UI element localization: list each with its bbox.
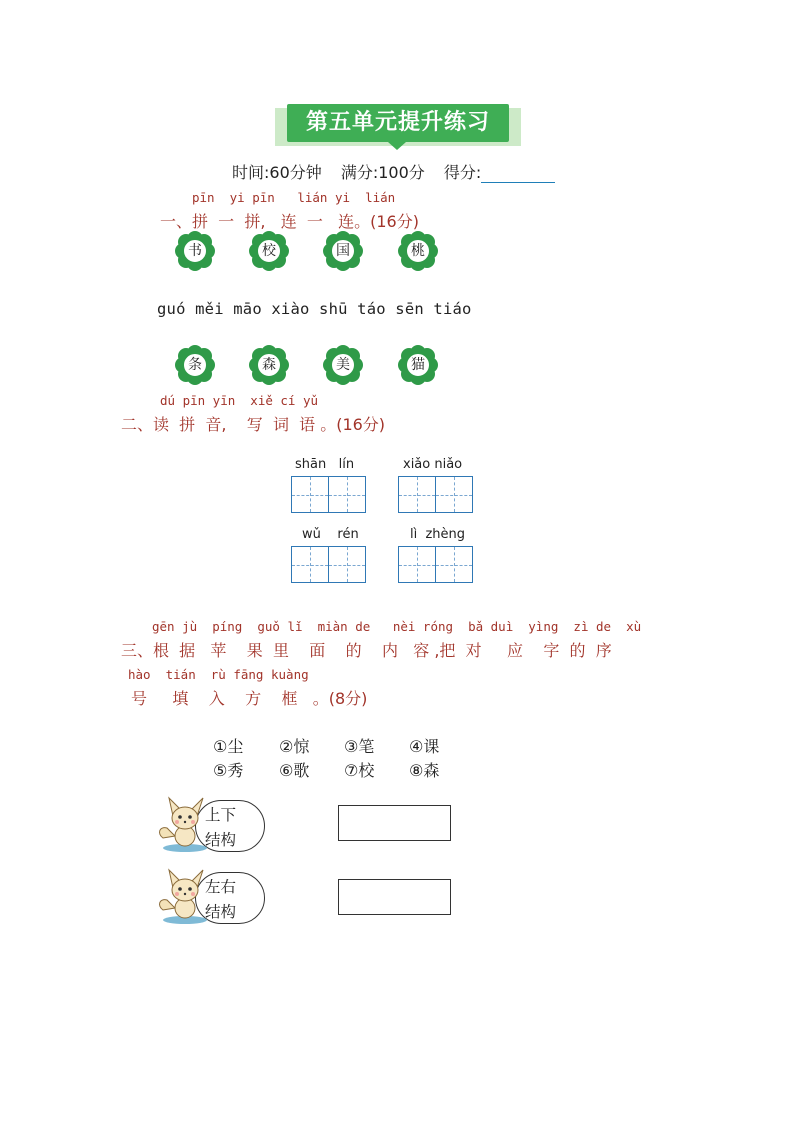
writing-cell[interactable] bbox=[291, 476, 329, 513]
banner-tip bbox=[388, 142, 406, 150]
option-item: ①尘 bbox=[213, 737, 244, 756]
option-item: ⑤秀 bbox=[213, 761, 244, 780]
flower-char: 桃 bbox=[406, 239, 430, 263]
q3-pinyin-line1: gēn jù píng guǒ lǐ miàn de nèi róng bǎ duì yìng zì de xù bbox=[152, 619, 642, 634]
answer-box-top-bottom[interactable] bbox=[338, 805, 451, 841]
word-box-label: wǔ rén bbox=[302, 527, 359, 542]
word-box-label: shān lín bbox=[295, 457, 355, 472]
answer-box-left-right[interactable] bbox=[338, 879, 451, 915]
option-item: ⑧森 bbox=[409, 761, 440, 780]
flower-char: 猫 bbox=[406, 353, 430, 377]
page-title: 第五单元提升练习 bbox=[305, 110, 490, 135]
full-score: 满分:100分 bbox=[340, 163, 425, 182]
writing-cell[interactable] bbox=[435, 476, 473, 513]
structure-label-line2: 结构 bbox=[205, 903, 237, 921]
q3-pinyin-line2: hào tián rù fāng kuàng bbox=[128, 667, 309, 682]
writing-cell[interactable] bbox=[398, 476, 436, 513]
flower-char: 森 bbox=[257, 353, 281, 377]
option-item: ②惊 bbox=[279, 737, 310, 756]
flower-char-badge[interactable] bbox=[398, 345, 438, 385]
q1-pinyin: pīn yi pīn lián yi lián bbox=[192, 190, 396, 205]
q1-heading: 一、拼 一 拼, 连 一 连。(16分) bbox=[160, 212, 419, 231]
word-box-label: lì zhèng bbox=[410, 527, 466, 542]
writing-cell[interactable] bbox=[398, 546, 436, 583]
q2-pinyin: dú pīn yīn xiě cí yǔ bbox=[160, 393, 319, 408]
writing-cell[interactable] bbox=[328, 476, 366, 513]
flower-char: 书 bbox=[183, 239, 207, 263]
q2-heading: 二、读 拼 音, 写 词 语 。(16分) bbox=[121, 415, 386, 434]
writing-cell[interactable] bbox=[291, 546, 329, 583]
flower-char-badge[interactable] bbox=[398, 231, 438, 271]
writing-cell[interactable] bbox=[435, 546, 473, 583]
flower-char: 条 bbox=[183, 353, 207, 377]
q3-heading-line2: 号 填 入 方 框 。(8分) bbox=[131, 689, 368, 708]
flower-char-badge[interactable] bbox=[175, 231, 215, 271]
structure-label-line1: 左右 bbox=[205, 878, 237, 896]
option-item: ⑥歌 bbox=[279, 761, 310, 780]
option-item: ④课 bbox=[409, 737, 440, 756]
title-banner bbox=[275, 104, 521, 152]
flower-char: 校 bbox=[257, 239, 281, 263]
flower-char-badge[interactable] bbox=[175, 345, 215, 385]
word-box-label: xiǎo niǎo bbox=[403, 457, 463, 472]
exam-info bbox=[232, 160, 569, 183]
flower-char-badge[interactable] bbox=[249, 345, 289, 385]
q1-pinyin-words: guó měi māo xiào shū táo sēn tiáo bbox=[157, 300, 472, 318]
option-item: ⑦校 bbox=[344, 761, 375, 780]
score-label: 得分: bbox=[443, 163, 482, 182]
structure-label-line2: 结构 bbox=[205, 831, 237, 849]
score-blank[interactable] bbox=[481, 166, 555, 183]
structure-label-line1: 上下 bbox=[205, 806, 237, 824]
structure-row-left-right bbox=[157, 866, 269, 928]
flower-char-badge[interactable] bbox=[249, 231, 289, 271]
flower-char-badge[interactable] bbox=[323, 231, 363, 271]
time-limit: 时间:60分钟 bbox=[232, 163, 322, 182]
structure-row-top-bottom bbox=[157, 794, 269, 856]
flower-char: 国 bbox=[331, 239, 355, 263]
writing-cell[interactable] bbox=[328, 546, 366, 583]
flower-char-badge[interactable] bbox=[323, 345, 363, 385]
option-item: ③笔 bbox=[344, 737, 375, 756]
flower-char: 美 bbox=[331, 353, 355, 377]
q3-heading-line1: 三、根 据 苹 果 里 面 的 内 容 ,把 对 应 字 的 序 bbox=[121, 641, 612, 660]
